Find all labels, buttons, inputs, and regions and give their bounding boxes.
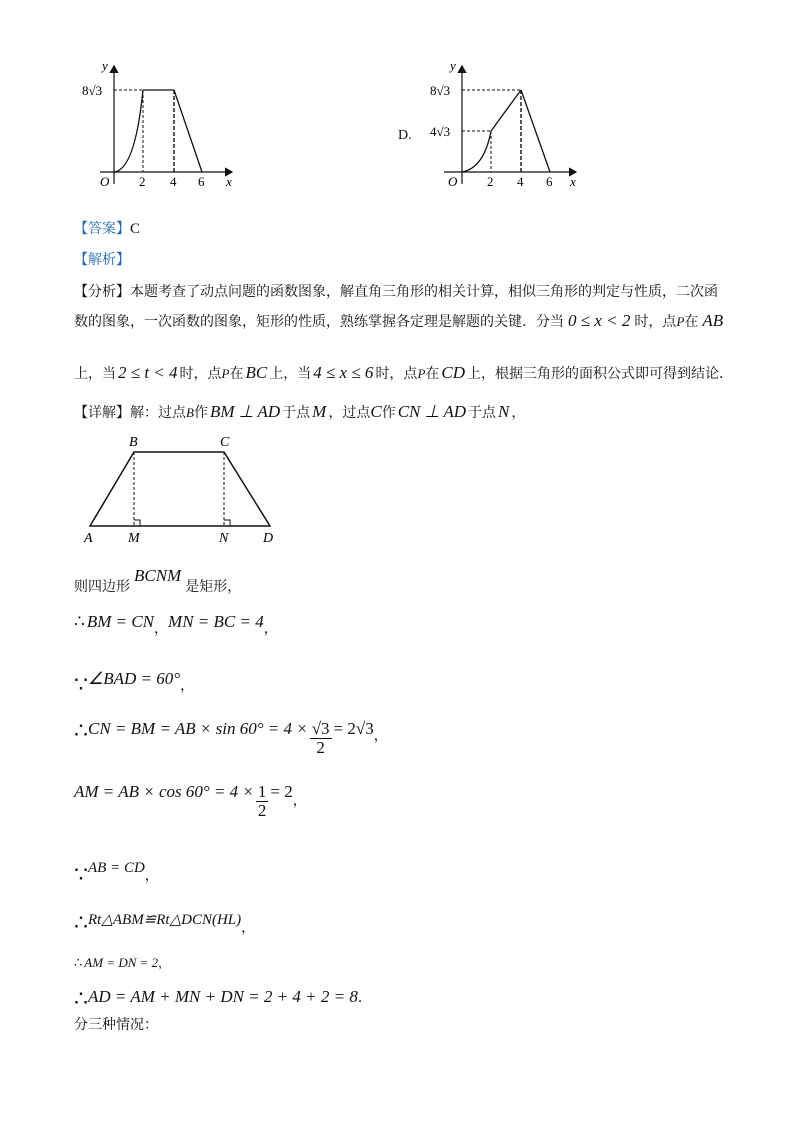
detail-text: 解：过点 — [130, 405, 186, 421]
math-point: M — [312, 402, 327, 421]
vertex-label-n: N — [219, 531, 229, 546]
fraction-denominator: 2 — [316, 738, 325, 757]
graph-down-segment — [521, 90, 550, 172]
math-expr: ∠BAD = 60° — [88, 669, 181, 688]
math-expr: AM = DN = 2 — [84, 955, 159, 970]
y-tick-label: 8√3 — [430, 83, 451, 98]
math-segment: AB — [702, 311, 724, 330]
because-symbol: ∵ — [74, 672, 88, 697]
step-6 — [74, 852, 159, 887]
graph-down-segment — [174, 90, 202, 172]
origin-label: O — [448, 174, 458, 189]
fenxi-line-3 — [74, 363, 733, 383]
math-expr: = 2√3 — [333, 719, 374, 738]
step-7 — [74, 904, 256, 936]
step-text: ， — [241, 920, 256, 936]
detail-text: ，过点 — [328, 405, 371, 421]
answer-line — [74, 218, 140, 238]
math-expr: AM = AB × cos 60° = 4 × — [74, 782, 254, 801]
x-axis-label: x — [570, 174, 576, 189]
therefore-symbol: ∴ — [74, 986, 88, 1011]
y-axis-label: y — [450, 58, 456, 73]
y-axis-label: y — [102, 58, 108, 73]
math-point: P — [221, 366, 230, 381]
math-expr: AD = AM + MN + DN = 2 + 4 + 2 = 8 — [88, 987, 358, 1006]
math-point: B — [186, 405, 194, 420]
y-tick-label: 8√3 — [82, 83, 103, 98]
fenxi-text: 在 — [229, 366, 244, 382]
x-tick-label: 6 — [546, 174, 553, 189]
answer-label: 【答案】 — [74, 221, 130, 237]
graph-right — [420, 58, 590, 193]
step-text: ， — [154, 621, 169, 637]
math-point: P — [676, 314, 685, 329]
fenxi-label: 【分析】 — [74, 284, 130, 300]
math-expr: AB = CD — [88, 860, 145, 876]
fenxi-text: 上，当 — [74, 366, 116, 382]
detail-label: 【详解】 — [74, 405, 130, 421]
x-tick-label: 4 — [170, 174, 177, 189]
analysis-header — [74, 249, 130, 269]
math-expr: BM ⊥ AD — [209, 402, 281, 421]
math-condition: 0 ≤ x < 2 — [568, 311, 631, 330]
x-tick-label: 6 — [198, 174, 205, 189]
math-expr: CN ⊥ AD — [397, 402, 467, 421]
detail-line — [74, 402, 525, 422]
fraction — [256, 783, 269, 820]
math-segment: BC — [245, 363, 268, 382]
y-tick-label: 4√3 — [430, 124, 451, 139]
step-9 — [74, 982, 372, 1011]
answer-value: C — [130, 221, 141, 237]
vertex-label-d: D — [263, 531, 274, 546]
vertex-label-m: M — [128, 531, 140, 546]
right-angle-mark — [224, 520, 230, 526]
math-condition: 2 ≤ t < 4 — [118, 363, 178, 382]
graph-left — [80, 58, 250, 193]
because-symbol: ∵ — [74, 862, 88, 887]
therefore-symbol: ∴ — [74, 955, 83, 970]
step-text: ， — [373, 728, 388, 744]
detail-text: 作 — [381, 405, 396, 421]
math-point: N — [498, 402, 510, 421]
x-tick-label: 4 — [517, 174, 524, 189]
origin-label: O — [100, 174, 110, 189]
math-expr: MN = BC = 4 — [168, 612, 264, 631]
fenxi-line-1 — [74, 281, 718, 301]
x-tick-label: 2 — [487, 174, 494, 189]
math-point: P — [417, 366, 426, 381]
trapezoid-shape — [90, 452, 270, 526]
fenxi-text: 在 — [684, 314, 699, 330]
detail-text: 于点 — [468, 405, 497, 421]
fenxi-text: 数的图象，一次函数的图象，矩形的性质，熟练掌握各定理是解题的关键．分当 — [74, 314, 564, 330]
step-text: ， — [144, 868, 159, 884]
graph-curve — [462, 131, 491, 172]
graph-up-segment — [491, 90, 521, 131]
detail-text: 作 — [193, 405, 208, 421]
step-text: 分三种情况： — [74, 1017, 158, 1033]
math-condition: 4 ≤ x ≤ 6 — [313, 363, 374, 382]
therefore-symbol: ∴ — [74, 612, 85, 631]
step-8 — [74, 954, 170, 971]
fenxi-text: 上，根据三角形的面积公式即可得到结论． — [467, 366, 734, 382]
therefore-symbol: ∴ — [74, 718, 88, 743]
therefore-symbol: ∴ — [74, 910, 88, 935]
step-text: ， — [180, 678, 195, 694]
step-text: 则四边形 — [74, 579, 130, 595]
step-text: ， — [292, 793, 307, 809]
vertex-label-c: C — [220, 435, 230, 450]
math-expr: CN = BM = AB × sin 60° = 4 × — [88, 719, 308, 738]
x-tick-label: 2 — [139, 174, 146, 189]
trapezoid-diagram — [80, 430, 290, 548]
vertex-label-b: B — [129, 435, 138, 450]
math-expr: = 2 — [270, 782, 293, 801]
step-10 — [74, 1014, 158, 1034]
detail-text: ， — [511, 405, 526, 421]
fenxi-text: 在 — [425, 366, 440, 382]
x-axis-label: x — [226, 174, 232, 189]
fraction-numerator: √3 — [311, 719, 330, 738]
fenxi-text: 时，点 — [634, 314, 677, 330]
fenxi-text: 本题考查了动点问题的函数图象，解直角三角形的相关计算，相似三角形的判定与性质，二次函 — [130, 284, 718, 300]
step-5 — [74, 782, 307, 820]
fraction-numerator: 1 — [257, 782, 267, 801]
fraction — [310, 720, 332, 757]
step-4 — [74, 714, 388, 757]
math-segment: CD — [441, 363, 466, 382]
analysis-label: 【解析】 — [74, 252, 130, 268]
math-point: C — [370, 402, 382, 421]
math-expr: BCNM — [134, 566, 182, 585]
fraction-denominator: 2 — [257, 801, 267, 820]
step-text: ， — [263, 621, 278, 637]
vertex-label-a: A — [84, 531, 93, 546]
step-3 — [74, 664, 195, 697]
fenxi-text: 时，点 — [375, 366, 418, 382]
math-expr: Rt△ABM≌Rt△DCN(HL) — [88, 912, 242, 928]
detail-text: 于点 — [282, 405, 311, 421]
option-label: D. — [398, 128, 412, 143]
math-expr: BM = CN — [86, 612, 155, 631]
fenxi-line-2 — [74, 311, 723, 331]
fenxi-text: 上，当 — [269, 366, 312, 382]
step-text: 是矩形， — [185, 579, 242, 595]
graph-curve — [114, 90, 143, 172]
step-2 — [74, 612, 278, 637]
step-1 — [74, 566, 242, 595]
right-angle-mark — [134, 520, 140, 526]
fenxi-text: 时，点 — [179, 366, 222, 382]
step-text: ， — [158, 956, 171, 970]
step-text: ． — [357, 990, 372, 1006]
